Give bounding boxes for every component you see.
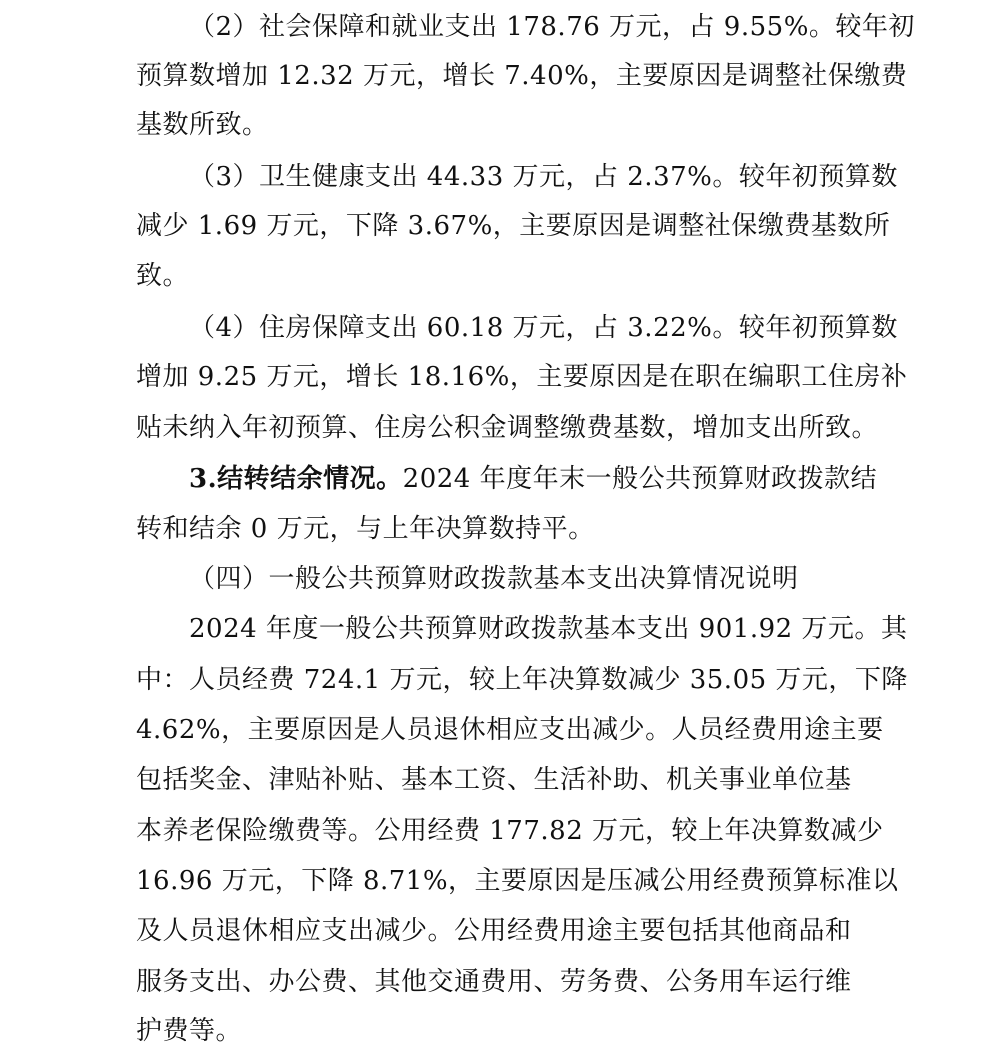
housing-para-line-1: （4）住房保障支出 60.18 万元，占 3.22%。较年初预算数 — [189, 313, 898, 343]
carryover-para-line-2: 转和结余 0 万元，与上年决算数持平。 — [136, 514, 595, 544]
social-security-para-line-3: 基数所致。 — [136, 110, 269, 140]
basic-expenditure-para-line-7: 及人员退休相应支出减少。公用经费用途主要包括其他商品和 — [136, 916, 852, 946]
carryover-para-line-1 — [189, 459, 877, 499]
section-heading-basic-expenditure: （四）一般公共预算财政拨款基本支出决算情况说明 — [189, 564, 799, 594]
basic-expenditure-para-line-3: 4.62%，主要原因是人员退休相应支出减少。人员经费用途主要 — [136, 715, 884, 745]
basic-expenditure-para-line-9: 护费等。 — [136, 1016, 243, 1046]
basic-expenditure-para-line-1: 2024 年度一般公共预算财政拨款基本支出 901.92 万元。其 — [189, 614, 908, 644]
basic-expenditure-para-line-8: 服务支出、办公费、其他交通费用、劳务费、公务用车运行维 — [136, 967, 852, 997]
social-security-para-line-2: 预算数增加 12.32 万元，增长 7.40%，主要原因是调整社保缴费 — [136, 61, 908, 91]
health-para-line-2: 减少 1.69 万元，下降 3.67%，主要原因是调整社保缴费基数所 — [136, 211, 891, 241]
carryover-heading: 3.结转结余情况。 — [189, 464, 403, 494]
basic-expenditure-para-line-2: 中：人员经费 724.1 万元，较上年决算数减少 35.05 万元，下降 — [136, 665, 908, 695]
carryover-text: 2024 年度年末一般公共预算财政拨款结 — [402, 464, 878, 494]
health-para-line-3: 致。 — [136, 261, 190, 291]
basic-expenditure-para-line-4: 包括奖金、津贴补贴、基本工资、生活补助、机关事业单位基 — [136, 765, 852, 795]
housing-para-line-3: 贴未纳入年初预算、住房公积金调整缴费基数，增加支出所致。 — [136, 413, 879, 443]
social-security-para-line-1: （2）社会保障和就业支出 178.76 万元，占 9.55%。较年初 — [189, 12, 915, 42]
basic-expenditure-para-line-6: 16.96 万元，下降 8.71%，主要原因是压减公用经费预算标准以 — [136, 866, 899, 896]
health-para-line-1: （3）卫生健康支出 44.33 万元，占 2.37%。较年初预算数 — [189, 162, 898, 192]
housing-para-line-2: 增加 9.25 万元，增长 18.16%，主要原因是在职在编职工住房补 — [136, 362, 908, 392]
basic-expenditure-para-line-5: 本养老保险缴费等。公用经费 177.82 万元，较上年决算数减少 — [136, 816, 884, 846]
